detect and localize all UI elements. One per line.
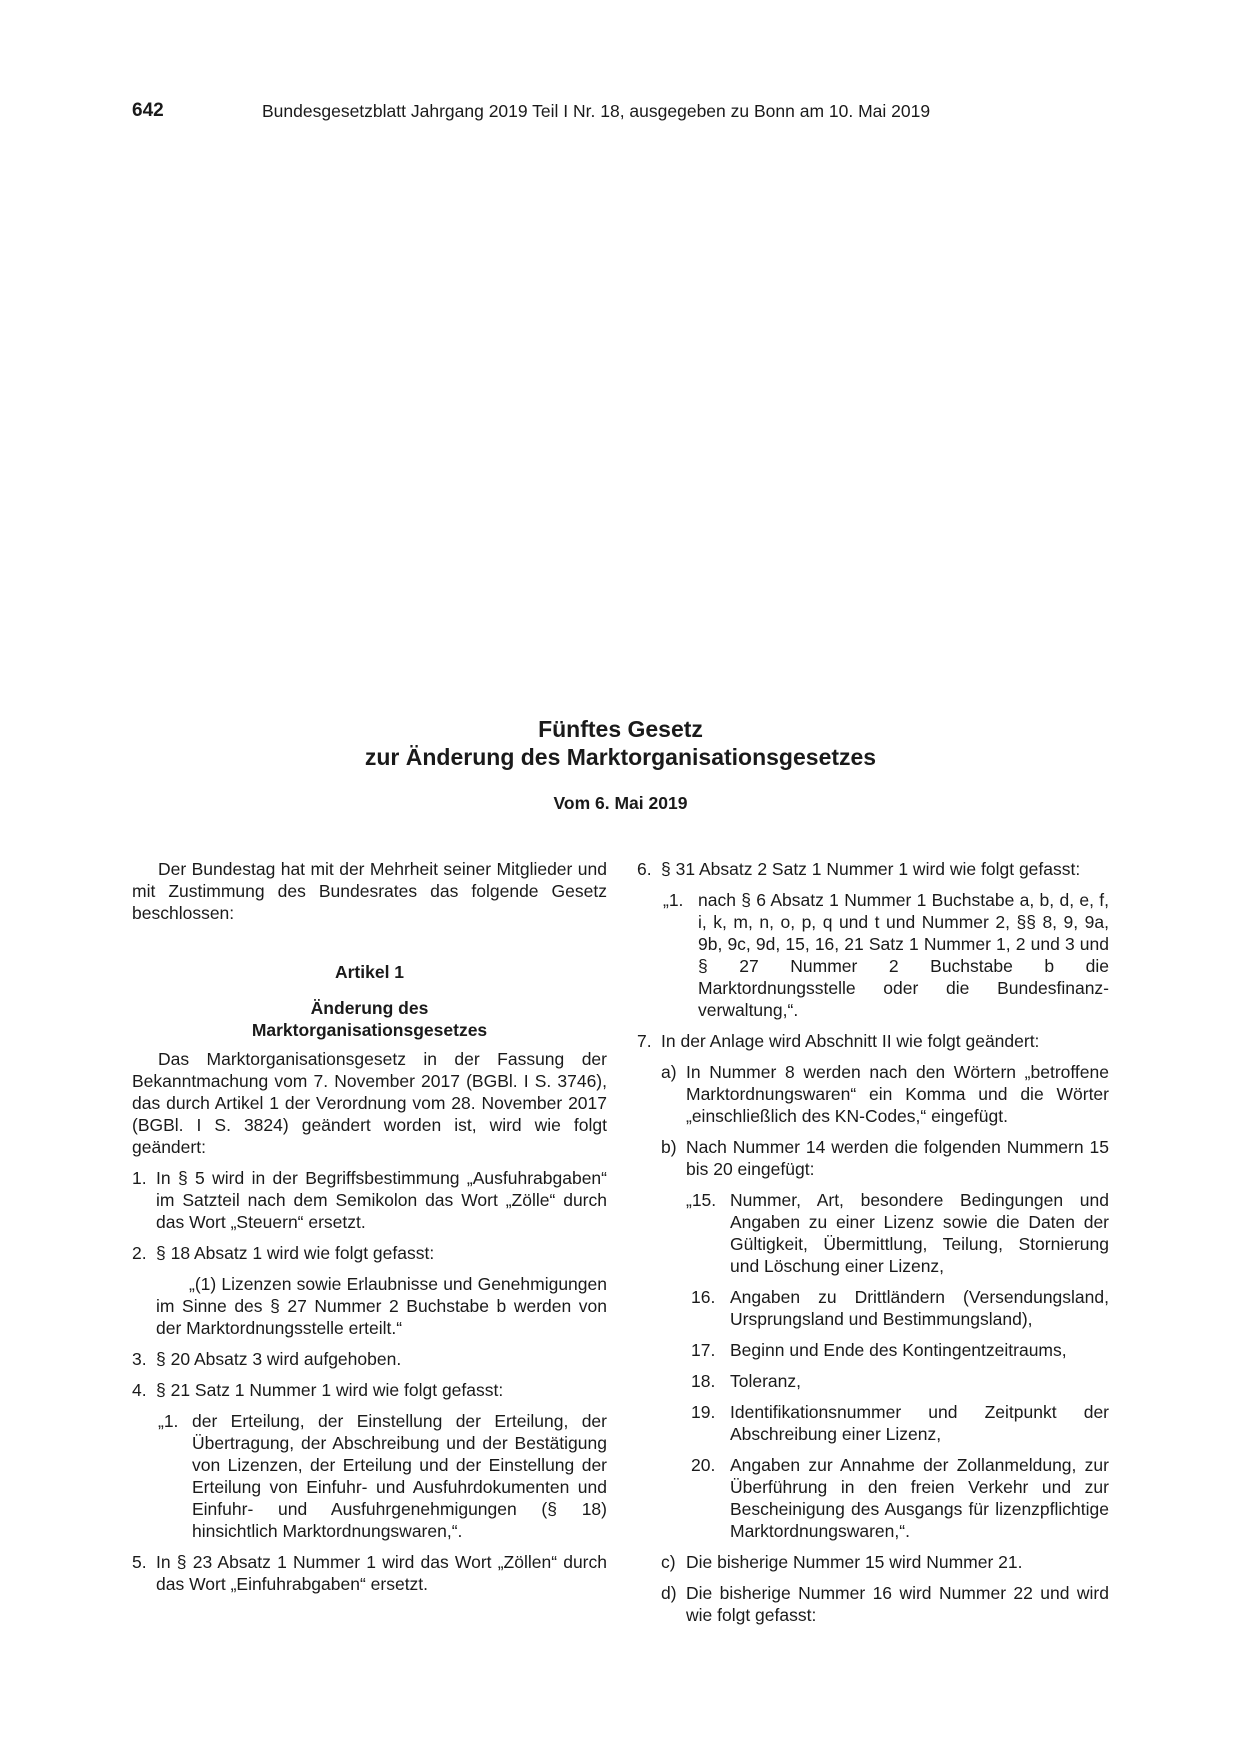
- quoted-number-text: Identifikationsnummer und Zeitpunkt der Abschreibung einer Lizenz,: [730, 1402, 1109, 1444]
- quoted-number-label: „1.: [158, 1411, 179, 1431]
- article-heading-line-2: Marktorganisationsgesetzes: [251, 1020, 488, 1040]
- list-item: [637, 858, 1109, 880]
- running-header: Bundesgesetzblatt Jahrgang 2019 Teil I Nr. 18, ausgegeben zu Bonn am 10. Mai 2019: [262, 101, 931, 121]
- quoted-number-label: 19.: [691, 1402, 716, 1422]
- quoted-number-text: Toleranz,: [730, 1371, 802, 1391]
- list-item-number: 5.: [132, 1552, 147, 1572]
- quoted-number-label: 17.: [691, 1340, 716, 1360]
- sub-item-text: Nach Nummer 14 werden die folgenden Nummern 15 bis 20 eingefügt:: [686, 1137, 1109, 1179]
- new-numbers-list: [686, 1189, 1109, 1542]
- article-label: Artikel 1: [334, 962, 405, 982]
- list-item-text: In § 5 wird in der Begriffsbestimmung „Ausfuhrabgaben“ im Satzteil nach dem Semikolon das Wort „Zölle“ durch das Wort „Steuern“ ersetzt.: [156, 1168, 607, 1232]
- list-item: [637, 1030, 1109, 1052]
- list-item: [132, 1167, 607, 1233]
- list-item-number: 6.: [637, 859, 652, 879]
- sub-item-text: Die bisherige Nummer 15 wird Nummer 21.: [686, 1552, 1023, 1572]
- list-item-number: 2.: [132, 1243, 147, 1263]
- list-item: [132, 1551, 607, 1595]
- quoted-number-text: Angaben zur Annahme der Zollanmeldung, zur Überführung in den freien Verkehr und zur Bescheinigung des Ausgangs für lizenzpflichtige Marktordnungswaren,“.: [730, 1455, 1109, 1541]
- list-item-text: § 18 Absatz 1 wird wie folgt gefasst:: [156, 1243, 435, 1263]
- quoted-number-text: Angaben zu Drittländern (Versendungsland, Ursprungsland und Bestimmungsland),: [730, 1287, 1109, 1329]
- article-heading-line-1: Änderung des: [310, 998, 429, 1018]
- quoted-number-text: Beginn und Ende des Kontingentzeitraums,: [730, 1340, 1067, 1360]
- quoted-number: [686, 1286, 1109, 1330]
- quoted-number-label: „1.: [663, 890, 684, 910]
- quoted-paragraph: „(1) Lizenzen sowie Erlaubnisse und Genehmigungen im Sinne des § 27 Nummer 2 Buchstabe b werden von der Marktordnungsstelle erteilt.“: [156, 1274, 607, 1338]
- page-number: 642: [132, 100, 164, 121]
- quoted-number-label: 18.: [691, 1371, 716, 1391]
- list-item-number: 4.: [132, 1380, 147, 1400]
- list-item-text: In § 23 Absatz 1 Nummer 1 wird das Wort „Zöllen“ durch das Wort „Einfuhrabgaben“ ersetzt.: [156, 1552, 607, 1594]
- sub-item-label: a): [661, 1062, 677, 1082]
- list-item: [132, 1348, 607, 1370]
- sub-item: [661, 1582, 1109, 1626]
- list-item-text: § 21 Satz 1 Nummer 1 wird wie folgt gefasst:: [156, 1380, 504, 1400]
- sub-item-label: b): [661, 1137, 677, 1157]
- quoted-number: [686, 1370, 1109, 1392]
- list-item: [132, 1379, 607, 1401]
- quoted-number: [686, 1189, 1109, 1277]
- quoted-number-label: 20.: [691, 1455, 716, 1475]
- list-item-text: In der Anlage wird Abschnitt II wie folgt geändert:: [661, 1031, 1040, 1051]
- quoted-number-text: Nummer, Art, besondere Bedingungen und Angaben zu einer Lizenz sowie die Daten der Gültigkeit, Übermittlung, Teilung, Stornierung und Löschung einer Lizenz,: [730, 1190, 1109, 1276]
- left-column: [132, 858, 607, 1595]
- sub-item: [661, 1551, 1109, 1573]
- right-column: [637, 858, 1109, 1626]
- quoted-number-text: nach § 6 Absatz 1 Nummer 1 Buchstabe a, b, d, e, f, i, k, m, n, o, p, q und t und Nummer 2, §§ 8, 9, 9a, 9b, 9c, 9d, 15, 16, 21 Satz 1 Nummer 1, 2 und 3 und § 27 Nummer 2 Buchstabe b die Marktordnungsstelle oder die Bundesfinanzverwaltung,“.: [698, 890, 1109, 1020]
- sub-item-label: d): [661, 1583, 677, 1603]
- quoted-number: [158, 1410, 607, 1542]
- sub-item-label: c): [661, 1552, 676, 1572]
- law-title-line-2: zur Änderung des Marktorganisationsgesetzes: [364, 744, 877, 770]
- quoted-number: [686, 1401, 1109, 1445]
- quoted-number-label: „15.: [686, 1190, 717, 1210]
- sub-item: [661, 1061, 1109, 1127]
- sub-item: [661, 1136, 1109, 1180]
- list-item-text: § 31 Absatz 2 Satz 1 Nummer 1 wird wie folgt gefasst:: [661, 859, 1081, 879]
- quoted-number: [686, 1454, 1109, 1542]
- list-item-text: § 20 Absatz 3 wird aufgehoben.: [156, 1349, 402, 1369]
- quoted-number: [686, 1339, 1109, 1361]
- list-item-number: 1.: [132, 1168, 147, 1188]
- quoted-number: [663, 889, 1109, 1021]
- sub-item-text: In Nummer 8 werden nach den Wörtern „betroffene Marktordnungswaren“ ein Komma und die Wörter „einschließlich des KN-Codes,“ eingefügt.: [686, 1062, 1109, 1126]
- quoted-number-text: der Erteilung, der Einstellung der Erteilung, der Übertragung, der Abschreibung und der Bestätigung von Lizenzen, der Erteilung und der Einstellung der Erteilung von Einfuhr- und Ausfuhrdokumenten und Einfuhr- und Ausfuhrgenehmigungen (§ 18) hinsichtlich Marktordnungswaren,“.: [192, 1411, 607, 1541]
- preamble: Der Bundestag hat mit der Mehrheit seiner Mitglieder und mit Zustimmung des Bundesrates das folgende Gesetz beschlossen:: [132, 859, 607, 923]
- quoted-number-label: 16.: [691, 1287, 716, 1307]
- list-item: [132, 1242, 607, 1264]
- list-item-number: 7.: [637, 1031, 652, 1051]
- law-date: Vom 6. Mai 2019: [553, 793, 688, 813]
- law-title-line-1: Fünftes Gesetz: [538, 716, 703, 742]
- sub-item-text: Die bisherige Nummer 16 wird Nummer 22 und wird wie folgt gefasst:: [686, 1583, 1109, 1625]
- article-intro: Das Marktorganisationsgesetz in der Fassung der Bekanntmachung vom 7. November 2017 (BGBl. I S. 3746), das durch Artikel 1 der Verordnung vom 28. November 2017 (BGBl. I S. 3824) geändert worden ist, wird wie folgt geändert:: [132, 1049, 607, 1157]
- list-item-number: 3.: [132, 1349, 147, 1369]
